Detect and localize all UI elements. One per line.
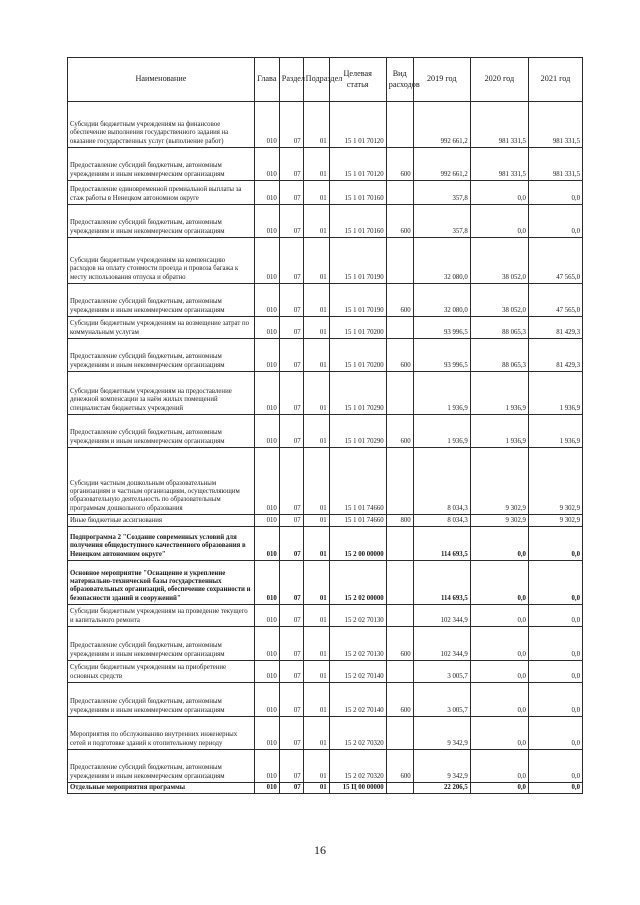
table-row	[68, 561, 583, 605]
cell-podrazdel: 01	[303, 527, 329, 561]
cell-podrazdel: 01	[303, 415, 329, 448]
cell-2021: 47 565,0	[528, 238, 582, 284]
cell-statya: 15 1 01 70160	[329, 181, 386, 205]
table-row	[68, 527, 583, 561]
cell-podrazdel: 01	[303, 717, 329, 750]
cell-vid: 600	[386, 683, 413, 717]
cell-vid: 600	[386, 284, 413, 317]
cell-name: Предоставление субсидий бюджетным, автономным учреждениям и иным некоммерческим организациям	[68, 415, 255, 448]
cell-statya: 15 1 01 70200	[329, 317, 386, 339]
cell-2019: 22 206,5	[413, 783, 470, 794]
table-row	[68, 627, 583, 661]
header-2020: 2020 год	[470, 58, 528, 102]
cell-podrazdel: 01	[303, 181, 329, 205]
header-2019: 2019 год	[413, 58, 470, 102]
cell-glava: 010	[254, 627, 279, 661]
cell-glava: 010	[254, 561, 279, 605]
cell-glava: 010	[254, 102, 279, 148]
cell-2021: 0,0	[528, 717, 582, 750]
cell-razdel: 07	[279, 205, 303, 238]
cell-podrazdel: 01	[303, 205, 329, 238]
cell-name: Предоставление субсидий бюджетным, автономным учреждениям и иным некоммерческим организациям	[68, 284, 255, 317]
cell-2021: 0,0	[528, 527, 582, 561]
cell-podrazdel: 01	[303, 605, 329, 627]
cell-statya: 15 1 01 70120	[329, 102, 386, 148]
cell-vid: 600	[386, 148, 413, 181]
cell-name: Субсидии бюджетным учреждениям на приобретение основных средств	[68, 661, 255, 683]
cell-razdel: 07	[279, 284, 303, 317]
cell-statya: 15 1 01 70290	[329, 372, 386, 415]
cell-glava: 010	[254, 783, 279, 794]
cell-vid	[386, 783, 413, 794]
page-number: 16	[314, 843, 326, 857]
cell-glava: 010	[254, 750, 279, 783]
cell-name: Предоставление субсидий бюджетным, автономным учреждениям и иным некоммерческим организациям	[68, 339, 255, 372]
cell-2021: 0,0	[528, 627, 582, 661]
header-name: Наименование	[68, 58, 255, 102]
table-row	[68, 515, 583, 527]
cell-2019: 102 344,9	[413, 605, 470, 627]
budget-table	[67, 57, 583, 794]
table-row	[68, 415, 583, 448]
cell-razdel: 07	[279, 717, 303, 750]
cell-name: Субсидии частным дошкольным образовательным организациям и частным организациям, осуществляющим образовательную деятельность по образовательным программам дошкольного образования	[68, 448, 255, 515]
cell-2020: 0,0	[470, 750, 528, 783]
cell-glava: 010	[254, 515, 279, 527]
header-2021: 2021 год	[528, 58, 582, 102]
cell-razdel: 07	[279, 448, 303, 515]
cell-2021: 47 565,0	[528, 284, 582, 317]
cell-statya: 15 1 01 70200	[329, 339, 386, 372]
cell-razdel: 07	[279, 627, 303, 661]
cell-podrazdel: 01	[303, 448, 329, 515]
cell-2019: 8 034,3	[413, 515, 470, 527]
cell-podrazdel: 01	[303, 372, 329, 415]
cell-razdel: 07	[279, 102, 303, 148]
cell-vid: 600	[386, 205, 413, 238]
cell-2019: 992 661,2	[413, 148, 470, 181]
cell-2020: 0,0	[470, 181, 528, 205]
cell-statya: 15 2 02 00000	[329, 561, 386, 605]
cell-2021: 9 302,9	[528, 448, 582, 515]
cell-2019: 93 996,5	[413, 317, 470, 339]
cell-glava: 010	[254, 205, 279, 238]
cell-vid	[386, 661, 413, 683]
cell-statya: 15 2 02 70320	[329, 717, 386, 750]
cell-2020: 0,0	[470, 561, 528, 605]
cell-2021: 981 331,5	[528, 148, 582, 181]
cell-vid: 600	[386, 750, 413, 783]
cell-statya: 15 1 01 70190	[329, 238, 386, 284]
cell-statya: 15 Ц 00 00000	[329, 783, 386, 794]
cell-2021: 0,0	[528, 661, 582, 683]
table-row	[68, 783, 583, 794]
cell-2021: 981 331,5	[528, 102, 582, 148]
cell-statya: 15 2 02 70140	[329, 683, 386, 717]
cell-statya: 15 2 00 00000	[329, 527, 386, 561]
cell-name: Предоставление субсидий бюджетным, автономным учреждениям и иным некоммерческим организациям	[68, 750, 255, 783]
cell-statya: 15 1 01 70160	[329, 205, 386, 238]
cell-vid: 800	[386, 515, 413, 527]
cell-2019: 357,8	[413, 205, 470, 238]
cell-name: Мероприятия по обслуживанию внутренних инженерных сетей и подготовке зданий к отопительному периоду	[68, 717, 255, 750]
cell-2019: 9 342,9	[413, 750, 470, 783]
cell-statya: 15 2 02 70140	[329, 661, 386, 683]
table-row	[68, 238, 583, 284]
cell-name: Субсидии бюджетным учреждениям на предоставление денежной компенсации за наём жилых помещений специалистам бюджетных учреждений	[68, 372, 255, 415]
cell-2019: 3 005,7	[413, 683, 470, 717]
cell-razdel: 07	[279, 683, 303, 717]
cell-name: Субсидии бюджетным учреждениям на возмещение затрат по коммунальным услугам	[68, 317, 255, 339]
cell-razdel: 07	[279, 148, 303, 181]
cell-vid	[386, 717, 413, 750]
cell-2021: 1 936,9	[528, 415, 582, 448]
cell-2021: 0,0	[528, 783, 582, 794]
cell-2020: 0,0	[470, 717, 528, 750]
cell-razdel: 07	[279, 238, 303, 284]
cell-2020: 981 331,5	[470, 102, 528, 148]
cell-vid	[386, 238, 413, 284]
cell-podrazdel: 01	[303, 683, 329, 717]
cell-2020: 38 052,0	[470, 284, 528, 317]
cell-glava: 010	[254, 605, 279, 627]
cell-razdel: 07	[279, 415, 303, 448]
cell-2020: 88 065,3	[470, 317, 528, 339]
cell-vid	[386, 448, 413, 515]
cell-podrazdel: 01	[303, 102, 329, 148]
cell-glava: 010	[254, 527, 279, 561]
cell-2020: 981 331,5	[470, 148, 528, 181]
cell-statya: 15 1 01 70290	[329, 415, 386, 448]
cell-glava: 010	[254, 415, 279, 448]
table-body	[68, 102, 583, 794]
cell-statya: 15 2 02 70130	[329, 627, 386, 661]
cell-podrazdel: 01	[303, 783, 329, 794]
cell-podrazdel: 01	[303, 148, 329, 181]
cell-vid	[386, 561, 413, 605]
table-row	[68, 605, 583, 627]
cell-statya: 15 2 02 70320	[329, 750, 386, 783]
cell-2021: 0,0	[528, 205, 582, 238]
cell-name: Предоставление субсидий бюджетным, автономным учреждениям и иным некоммерческим организациям	[68, 683, 255, 717]
cell-name: Отдельные мероприятия программы	[68, 783, 255, 794]
cell-vid: 600	[386, 415, 413, 448]
table-row	[68, 683, 583, 717]
cell-2020: 0,0	[470, 683, 528, 717]
cell-2020: 0,0	[470, 605, 528, 627]
cell-2021: 0,0	[528, 181, 582, 205]
cell-name: Субсидии бюджетным учреждениям на финансовое обеспечение выполнения государственного задания на оказание государственных услуг (выполнение работ)	[68, 102, 255, 148]
cell-vid	[386, 527, 413, 561]
cell-2021: 0,0	[528, 683, 582, 717]
cell-glava: 010	[254, 448, 279, 515]
cell-2019: 357,8	[413, 181, 470, 205]
cell-razdel: 07	[279, 527, 303, 561]
cell-2019: 8 034,3	[413, 448, 470, 515]
table-row	[68, 448, 583, 515]
cell-podrazdel: 01	[303, 661, 329, 683]
table-row	[68, 148, 583, 181]
cell-2021: 0,0	[528, 750, 582, 783]
cell-vid: 600	[386, 627, 413, 661]
table-row	[68, 284, 583, 317]
cell-razdel: 07	[279, 339, 303, 372]
cell-podrazdel: 01	[303, 561, 329, 605]
cell-glava: 010	[254, 148, 279, 181]
cell-2019: 93 996,5	[413, 339, 470, 372]
table-row	[68, 717, 583, 750]
cell-2020: 0,0	[470, 783, 528, 794]
cell-2020: 0,0	[470, 527, 528, 561]
cell-razdel: 07	[279, 181, 303, 205]
cell-glava: 010	[254, 683, 279, 717]
cell-name: Предоставление единовременной премиальной выплаты за стаж работы в Ненецком автономном округе	[68, 181, 255, 205]
cell-glava: 010	[254, 284, 279, 317]
cell-2019: 32 080,0	[413, 284, 470, 317]
cell-name: Предоставление субсидий бюджетным, автономным учреждениям и иным некоммерческим организациям	[68, 205, 255, 238]
cell-2021: 9 302,9	[528, 515, 582, 527]
cell-razdel: 07	[279, 515, 303, 527]
cell-vid	[386, 372, 413, 415]
cell-podrazdel: 01	[303, 515, 329, 527]
cell-2020: 0,0	[470, 205, 528, 238]
header-vid: Вид расходов	[386, 58, 413, 102]
cell-2019: 102 344,9	[413, 627, 470, 661]
table-row	[68, 339, 583, 372]
cell-podrazdel: 01	[303, 627, 329, 661]
cell-razdel: 07	[279, 605, 303, 627]
cell-2020: 9 302,9	[470, 515, 528, 527]
table-row	[68, 661, 583, 683]
cell-razdel: 07	[279, 661, 303, 683]
cell-name: Предоставление субсидий бюджетным, автономным учреждениям и иным некоммерческим организациям	[68, 148, 255, 181]
cell-2019: 992 661,2	[413, 102, 470, 148]
cell-podrazdel: 01	[303, 317, 329, 339]
cell-vid	[386, 102, 413, 148]
table-row	[68, 181, 583, 205]
cell-statya: 15 1 01 74660	[329, 448, 386, 515]
cell-statya: 15 1 01 70120	[329, 148, 386, 181]
cell-glava: 010	[254, 372, 279, 415]
cell-razdel: 07	[279, 317, 303, 339]
cell-name: Основное мероприятие "Оснащение и укрепление материально-технической базы государственных образовательных организаций, обеспечение сохранности и безопасности зданий и сооружений"	[68, 561, 255, 605]
table-row	[68, 372, 583, 415]
cell-razdel: 07	[279, 372, 303, 415]
cell-2020: 0,0	[470, 661, 528, 683]
cell-podrazdel: 01	[303, 339, 329, 372]
cell-2019: 114 693,5	[413, 527, 470, 561]
cell-podrazdel: 01	[303, 750, 329, 783]
cell-glava: 010	[254, 661, 279, 683]
header-razdel: Раздел	[279, 58, 303, 102]
cell-glava: 010	[254, 181, 279, 205]
cell-2019: 3 005,7	[413, 661, 470, 683]
cell-name: Иные бюджетные ассигнования	[68, 515, 255, 527]
cell-vid	[386, 181, 413, 205]
cell-2019: 9 342,9	[413, 717, 470, 750]
cell-2019: 32 080,0	[413, 238, 470, 284]
cell-glava: 010	[254, 238, 279, 284]
cell-name: Субсидии бюджетным учреждениям на компенсацию расходов на оплату стоимости проезда и провоза багажа к месту использования отпуска и обратно	[68, 238, 255, 284]
cell-podrazdel: 01	[303, 238, 329, 284]
cell-2021: 0,0	[528, 561, 582, 605]
cell-razdel: 07	[279, 783, 303, 794]
cell-vid	[386, 317, 413, 339]
cell-2020: 1 936,9	[470, 415, 528, 448]
cell-razdel: 07	[279, 750, 303, 783]
cell-statya: 15 2 02 70130	[329, 605, 386, 627]
cell-2020: 1 936,9	[470, 372, 528, 415]
table-row	[68, 750, 583, 783]
cell-name: Предоставление субсидий бюджетным, автономным учреждениям и иным некоммерческим организациям	[68, 627, 255, 661]
table-row	[68, 102, 583, 148]
cell-2021: 0,0	[528, 605, 582, 627]
cell-glava: 010	[254, 339, 279, 372]
cell-2020: 88 065,3	[470, 339, 528, 372]
cell-2020: 38 052,0	[470, 238, 528, 284]
table-row	[68, 317, 583, 339]
table-row	[68, 205, 583, 238]
header-glava: Глава	[254, 58, 279, 102]
cell-podrazdel: 01	[303, 284, 329, 317]
cell-statya: 15 1 01 70190	[329, 284, 386, 317]
cell-glava: 010	[254, 717, 279, 750]
cell-2019: 114 693,5	[413, 561, 470, 605]
cell-glava: 010	[254, 317, 279, 339]
cell-2020: 0,0	[470, 627, 528, 661]
cell-2019: 1 936,9	[413, 415, 470, 448]
cell-vid: 600	[386, 339, 413, 372]
cell-name: Субсидии бюджетным учреждениям на проведение текущего и капитального ремонта	[68, 605, 255, 627]
cell-2019: 1 936,9	[413, 372, 470, 415]
cell-name: Подпрограмма 2 "Создание современных условий для получения общедоступного качественного образования в Ненецком автономном округе"	[68, 527, 255, 561]
header-podrazdel: Подраздел	[303, 58, 329, 102]
cell-statya: 15 1 01 74660	[329, 515, 386, 527]
cell-2020: 9 302,9	[470, 448, 528, 515]
cell-2021: 81 429,3	[528, 339, 582, 372]
cell-razdel: 07	[279, 561, 303, 605]
table-header-row	[68, 58, 583, 102]
cell-2021: 1 936,9	[528, 372, 582, 415]
cell-2021: 81 429,3	[528, 317, 582, 339]
header-statya: Целевая статья	[329, 58, 386, 102]
cell-vid	[386, 605, 413, 627]
